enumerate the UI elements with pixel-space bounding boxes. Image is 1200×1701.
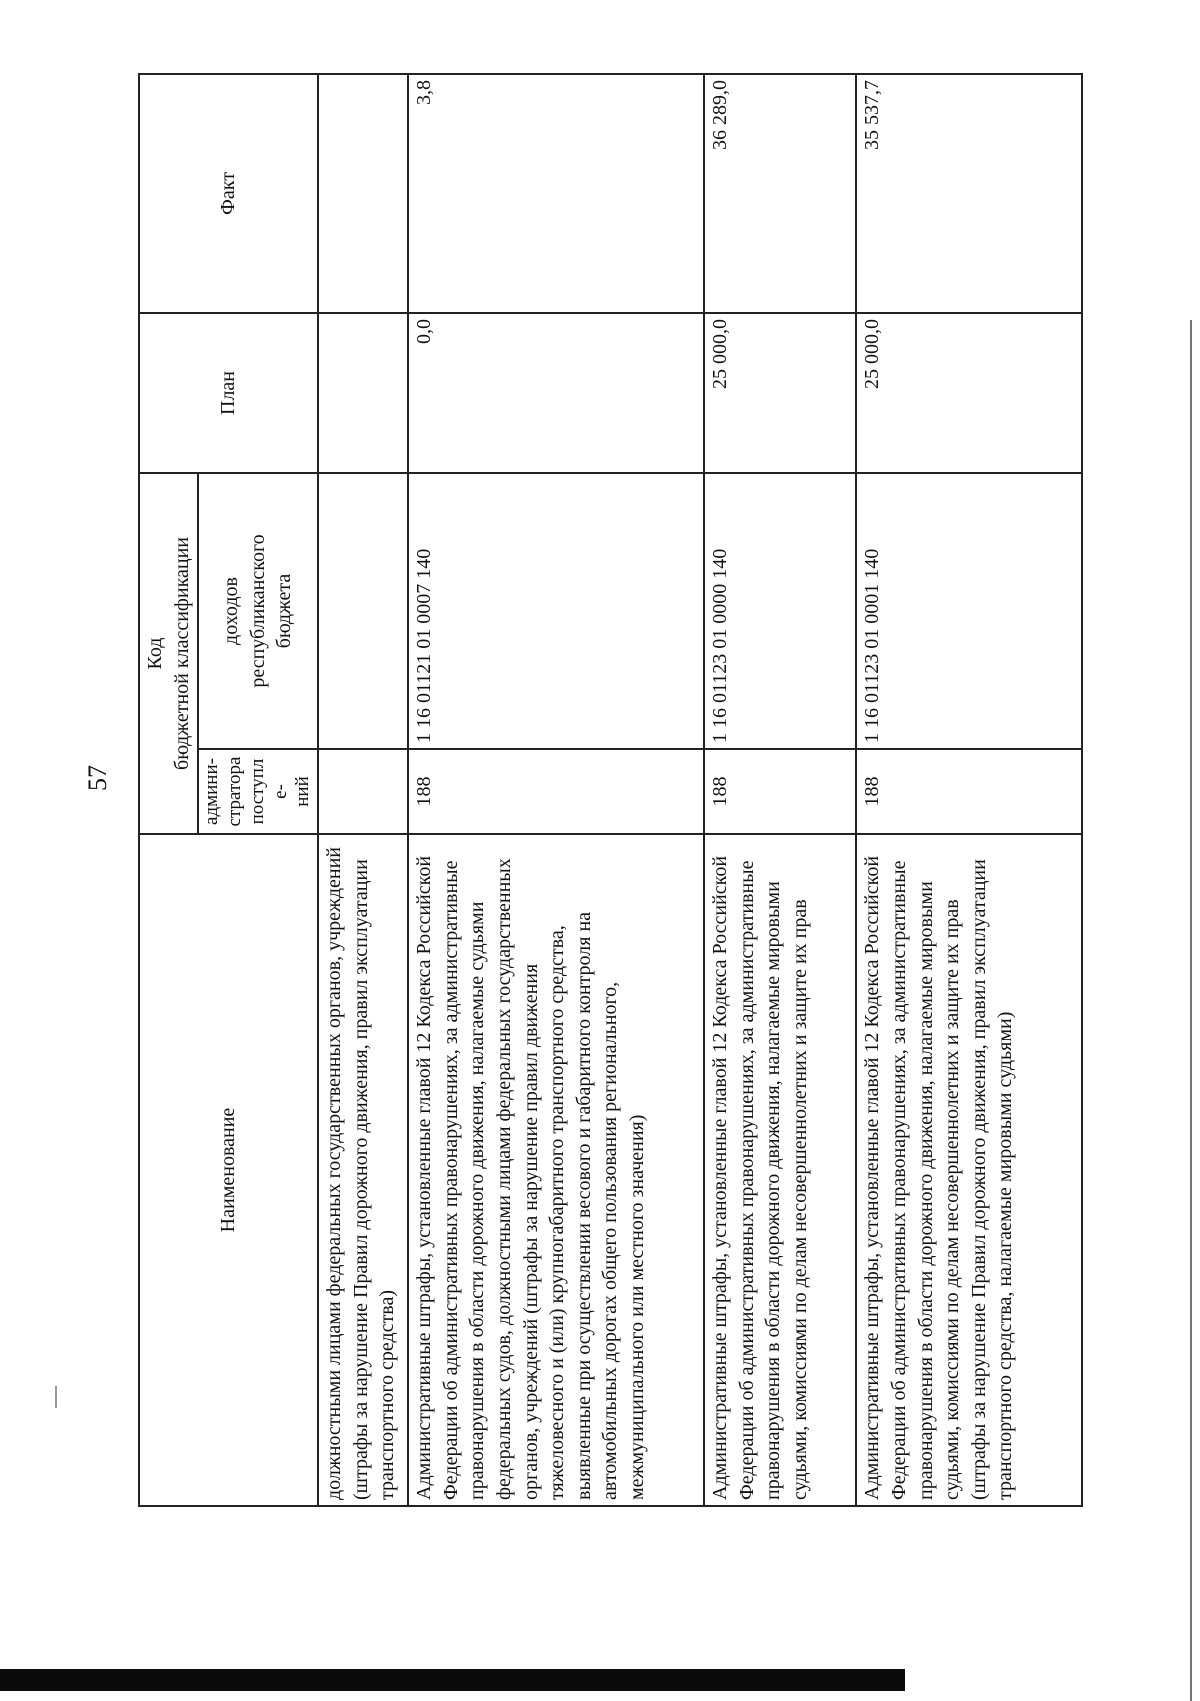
table-row xyxy=(704,74,856,1506)
budget-table xyxy=(138,73,1083,1507)
row-code: 1 16 01123 01 0000 140 xyxy=(704,473,856,749)
header-income: доходов республиканского бюджета xyxy=(198,473,318,749)
row-admin: 188 xyxy=(408,749,704,834)
header-code-group: Код бюджетной классификации xyxy=(139,473,198,834)
scan-edge-line xyxy=(1190,320,1192,1701)
table-row xyxy=(856,74,1082,1506)
row-name: должностными лицами федеральных государственных органов, учреждений (штрафы за нарушение Правил дорожного движения, правил эксплуатации транспортного средства) xyxy=(318,834,408,1506)
row-plan: 25 000,0 xyxy=(704,313,856,473)
header-admin: админи- стратора поступле- ний xyxy=(198,749,318,834)
row-admin: 188 xyxy=(704,749,856,834)
row-admin: 188 xyxy=(856,749,1082,834)
row-admin xyxy=(318,749,408,834)
row-plan xyxy=(318,313,408,473)
row-fact xyxy=(318,74,408,313)
header-plan: План xyxy=(139,313,318,473)
row-code: 1 16 01123 01 0001 140 xyxy=(856,473,1082,749)
row-plan: 0,0 xyxy=(408,313,704,473)
scan-bottom-bar xyxy=(0,1669,905,1691)
row-fact: 36 289,0 xyxy=(704,74,856,313)
row-fact: 3,8 xyxy=(408,74,704,313)
page-number: 57 xyxy=(83,765,112,791)
header-name: Наименование xyxy=(139,834,318,1506)
row-name: Административные штрафы, установленные главой 12 Кодекса Российской Федерации об административных правонарушениях, за административные правонарушения в области дорожного движения, налагаемые мировыми судьями, комиссиями по делам несовершеннолетних и защите их прав xyxy=(704,834,856,1506)
row-plan: 25 000,0 xyxy=(856,313,1082,473)
row-code xyxy=(318,473,408,749)
row-name: Административные штрафы, установленные главой 12 Кодекса Российской Федерации об административных правонарушениях, за административные правонарушения в области дорожного движения, налагаемые мировыми судьями, комиссиями по делам несовершеннолетних и защите их прав (штрафы за нарушение Правил дорожного движения, правил эксплуатации транспортного средства, налагаемые мировыми судьями) xyxy=(856,834,1082,1506)
row-fact: 35 537,7 xyxy=(856,74,1082,313)
rotated-table-container xyxy=(138,75,1083,1507)
header-fact: Факт xyxy=(139,74,318,313)
scan-mark xyxy=(55,1386,57,1408)
table-row xyxy=(408,74,704,1506)
table-row xyxy=(318,74,408,1506)
row-name: Административные штрафы, установленные главой 12 Кодекса Российской Федерации об административных правонарушениях, за административные правонарушения в области дорожного движения, налагаемые судьями федеральных судов, должностными лицами федеральных государственных органов, учреждений (штрафы за нарушение правил движения тяжеловесного и (или) крупногабаритного транспортного средства, выявленные при осуществлении весового и габаритного контроля на автомобильных дорогах общего пользования регионального, межмуниципального или местного значения) xyxy=(408,834,704,1506)
row-code: 1 16 01121 01 0007 140 xyxy=(408,473,704,749)
